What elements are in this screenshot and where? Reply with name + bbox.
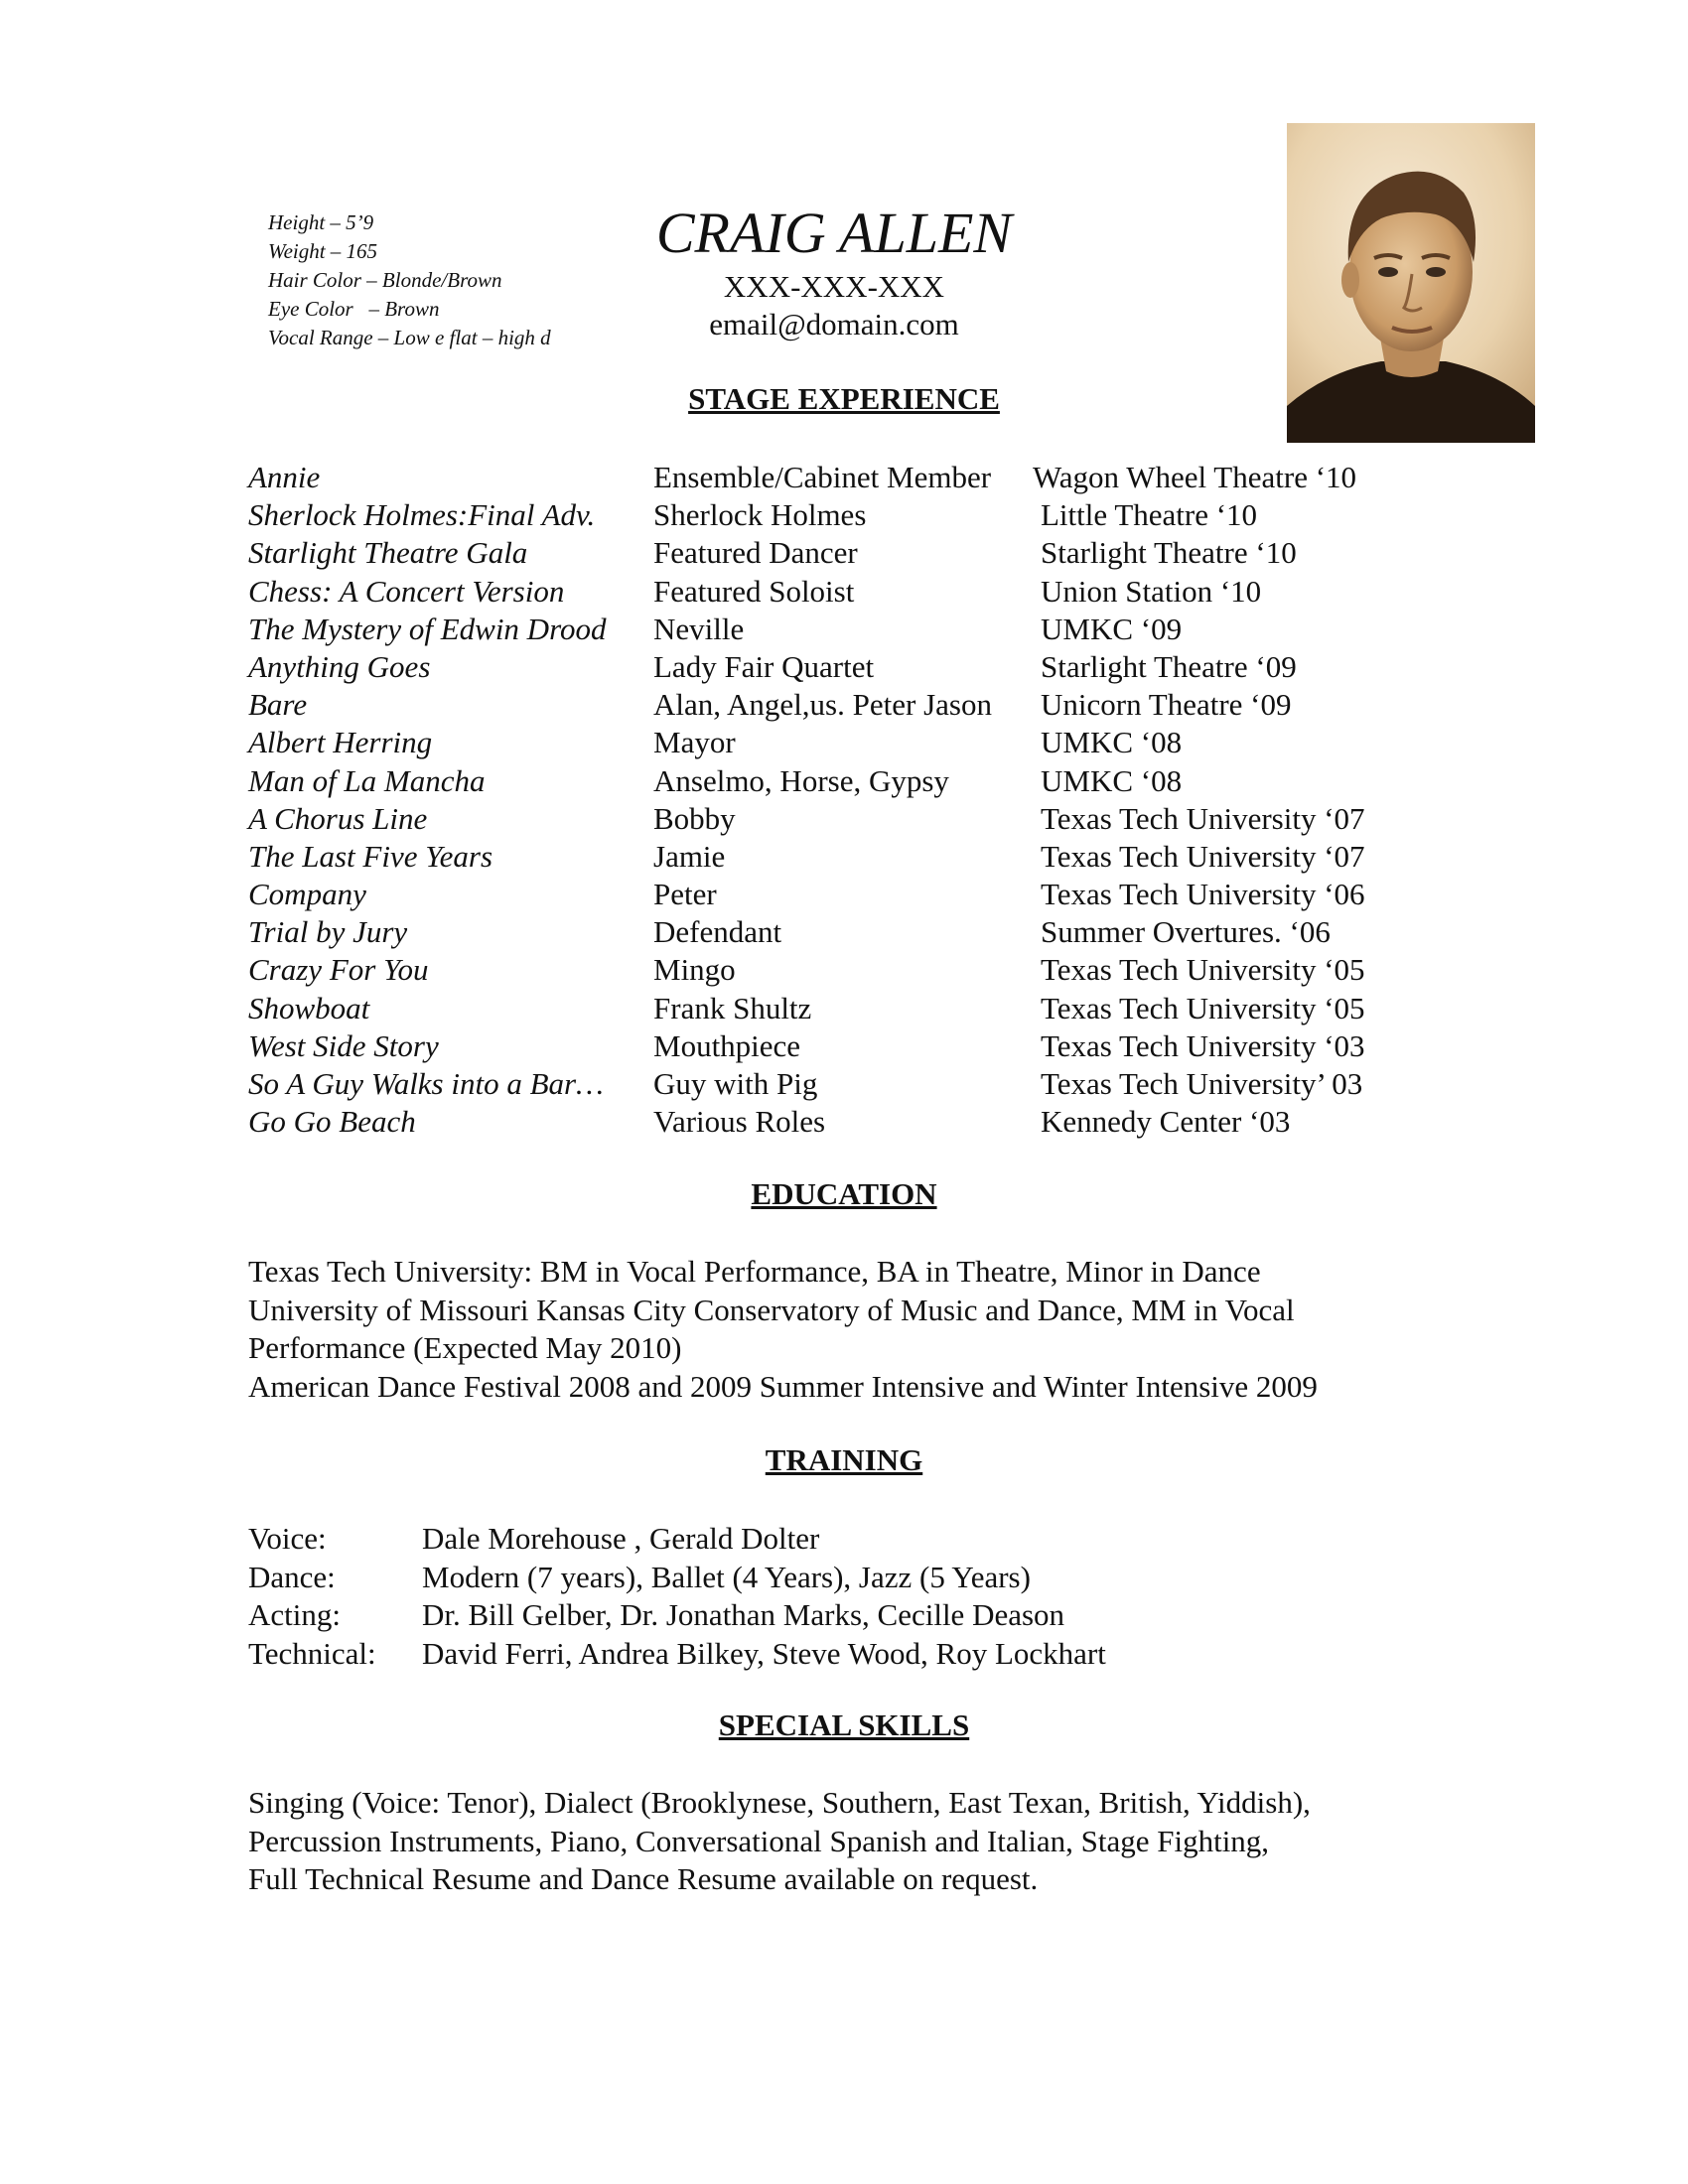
show-title: Sherlock Holmes:Final Adv. <box>248 497 596 533</box>
show-title: Albert Herring <box>248 725 433 760</box>
resume-availability-note <box>248 1860 1038 1899</box>
show-title: The Mystery of Edwin Drood <box>248 611 607 646</box>
resume-header <box>556 199 1112 343</box>
role-name: Defendant <box>653 914 782 950</box>
role-name: Featured Dancer <box>653 535 858 571</box>
venue-name: Kennedy Center ‘03 <box>1041 1104 1291 1140</box>
special-skills-heading: SPECIAL SKILLS <box>718 1707 970 1742</box>
training-teachers: Dale Morehouse , Gerald Dolter <box>422 1521 820 1556</box>
show-title: Bare <box>248 687 308 723</box>
show-title: Chess: A Concert Version <box>248 573 565 609</box>
training-category: Dance: <box>248 1559 336 1594</box>
show-title: Anything Goes <box>248 648 431 684</box>
education-heading: EDUCATION <box>751 1176 937 1211</box>
show-title: West Side Story <box>248 1027 439 1063</box>
role-name: Various Roles <box>653 1104 826 1140</box>
training-teachers: Dr. Bill Gelber, Dr. Jonathan Marks, Cecille Deason <box>422 1597 1065 1632</box>
phone-number: XXX-XXX-XXX <box>723 269 945 304</box>
venue-name: Starlight Theatre ‘10 <box>1041 535 1297 571</box>
education-line: Performance (Expected May 2010) <box>248 1330 682 1365</box>
venue-name: Texas Tech University ‘06 <box>1041 877 1365 912</box>
stat-eye-color: Eye Color – Brown <box>268 297 440 321</box>
show-title: Showboat <box>248 990 370 1025</box>
role-name: Alan, Angel,us. Peter Jason <box>653 687 992 723</box>
education-line: American Dance Festival 2008 and 2009 Summer Intensive and Winter Intensive 2009 <box>248 1368 1318 1404</box>
training-heading: TRAINING <box>765 1442 923 1477</box>
role-name: Jamie <box>653 838 726 874</box>
education-list <box>248 1253 1318 1406</box>
skills-line: Percussion Instruments, Piano, Conversational Spanish and Italian, Stage Fighting, <box>248 1823 1270 1858</box>
footer-note: Full Technical Resume and Dance Resume available on request. <box>248 1861 1039 1896</box>
role-name: Mingo <box>653 952 736 988</box>
role-name: Peter <box>653 877 717 912</box>
show-title: Company <box>248 877 366 912</box>
show-title: A Chorus Line <box>248 800 428 836</box>
role-name: Sherlock Holmes <box>653 497 867 533</box>
show-title: Annie <box>248 460 321 494</box>
show-title: Man of La Mancha <box>248 762 486 798</box>
venue-name: Starlight Theatre ‘09 <box>1041 648 1297 684</box>
training-teachers: David Ferri, Andrea Bilkey, Steve Wood, Roy Lockhart <box>422 1635 1106 1671</box>
venue-name: Texas Tech University ‘07 <box>1041 800 1365 836</box>
education-line: University of Missouri Kansas City Conservatory of Music and Dance, MM in Vocal <box>248 1292 1295 1327</box>
show-title: Trial by Jury <box>248 914 408 950</box>
role-name: Anselmo, Horse, Gypsy <box>653 762 949 798</box>
role-name: Mayor <box>653 725 736 760</box>
venue-name: Texas Tech University ‘05 <box>1041 990 1365 1025</box>
skills-line: Singing (Voice: Tenor), Dialect (Brooklynese, Southern, East Texan, British, Yiddish), <box>248 1785 1311 1820</box>
role-name: Neville <box>653 611 745 646</box>
role-name: Bobby <box>653 800 736 836</box>
role-name: Featured Soloist <box>653 573 855 609</box>
physical-stats <box>268 208 551 352</box>
show-title: Starlight Theatre Gala <box>248 535 528 571</box>
venue-name: Texas Tech University ‘07 <box>1041 838 1365 874</box>
venue-name: UMKC ‘09 <box>1041 611 1183 646</box>
training-teachers: Modern (7 years), Ballet (4 Years), Jazz (5 Years) <box>422 1559 1031 1594</box>
actor-name: CRAIG ALLEN <box>655 201 1013 265</box>
role-name: Mouthpiece <box>653 1027 801 1063</box>
show-title: Crazy For You <box>248 952 429 988</box>
stat-weight: Weight – 165 <box>268 239 378 263</box>
venue-name: UMKC ‘08 <box>1041 725 1183 760</box>
venue-name: Texas Tech University’ 03 <box>1041 1066 1363 1101</box>
training-category: Acting: <box>248 1597 341 1632</box>
stage-experience-heading: STAGE EXPERIENCE <box>688 381 1000 416</box>
special-skills-text <box>248 1784 1311 1860</box>
stat-height: Height – 5’9 <box>268 210 374 234</box>
venue-name: Texas Tech University ‘05 <box>1041 952 1365 988</box>
show-title: The Last Five Years <box>248 838 493 874</box>
venue-name: UMKC ‘08 <box>1041 762 1183 798</box>
venue-name: Summer Overtures. ‘06 <box>1041 914 1331 950</box>
training-category: Voice: <box>248 1521 327 1556</box>
role-name: Guy with Pig <box>653 1066 818 1101</box>
role-name: Frank Shultz <box>653 990 812 1025</box>
venue-name: Unicorn Theatre ‘09 <box>1041 687 1292 723</box>
show-title: Go Go Beach <box>248 1104 416 1140</box>
role-name: Ensemble/Cabinet Member <box>653 460 992 494</box>
training-category: Technical: <box>248 1635 376 1671</box>
venue-name: Little Theatre ‘10 <box>1041 497 1258 533</box>
role-name: Lady Fair Quartet <box>653 648 875 684</box>
education-line: Texas Tech University: BM in Vocal Performance, BA in Theatre, Minor in Dance <box>248 1254 1261 1289</box>
stat-hair-color: Hair Color – Blonde/Brown <box>268 268 502 292</box>
venue-name: Wagon Wheel Theatre ‘10 <box>1033 460 1357 494</box>
stat-vocal-range: Vocal Range – Low e flat – high d <box>268 326 551 349</box>
venue-name: Union Station ‘10 <box>1041 573 1262 609</box>
show-title: So A Guy Walks into a Bar… <box>248 1066 604 1101</box>
venue-name: Texas Tech University ‘03 <box>1041 1027 1365 1063</box>
email-address: email@domain.com <box>709 307 959 341</box>
